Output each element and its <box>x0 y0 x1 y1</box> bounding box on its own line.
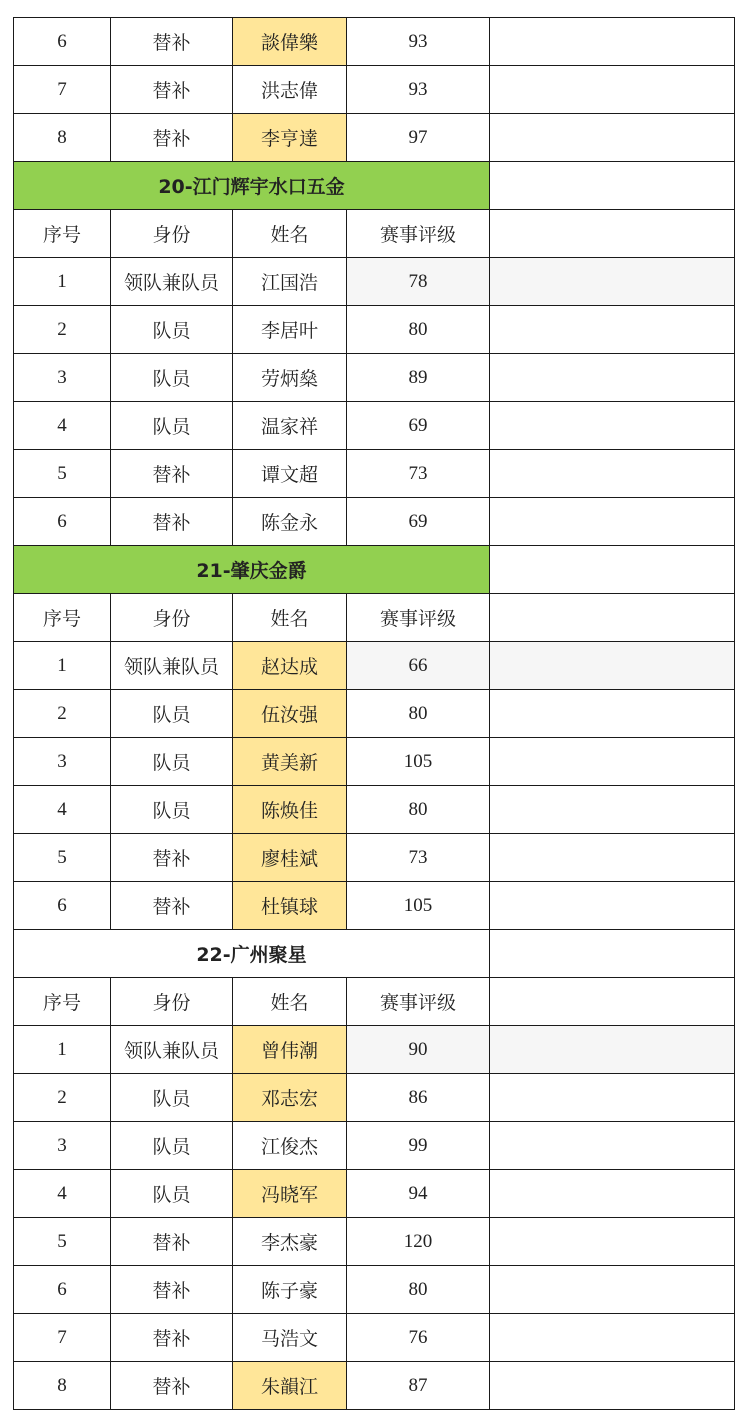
role-cell: 替补 <box>111 1218 233 1266</box>
table-row <box>14 114 735 162</box>
empty-cell <box>490 1218 735 1266</box>
rating-cell: 93 <box>347 66 490 114</box>
header-rating: 赛事评级 <box>347 210 490 258</box>
table-row <box>14 786 735 834</box>
role-cell: 替补 <box>111 450 233 498</box>
name-cell: 李杰豪 <box>233 1218 347 1266</box>
table-row <box>14 1074 735 1122</box>
empty-cell <box>490 354 735 402</box>
empty-cell <box>490 450 735 498</box>
role-cell: 队员 <box>111 306 233 354</box>
rating-cell: 66 <box>347 642 490 690</box>
empty-cell <box>490 114 735 162</box>
rating-cell: 120 <box>347 1218 490 1266</box>
empty-cell <box>490 882 735 930</box>
rating-cell: 69 <box>347 498 490 546</box>
seq-cell: 4 <box>14 786 111 834</box>
empty-cell <box>490 402 735 450</box>
role-cell: 替补 <box>111 1362 233 1410</box>
role-cell: 领队兼队员 <box>111 1026 233 1074</box>
name-cell: 伍汝强 <box>233 690 347 738</box>
role-cell: 替补 <box>111 882 233 930</box>
role-cell: 队员 <box>111 1074 233 1122</box>
table-row <box>14 1026 735 1074</box>
role-cell: 领队兼队员 <box>111 258 233 306</box>
rating-cell: 93 <box>347 18 490 66</box>
name-cell: 江国浩 <box>233 258 347 306</box>
roster-table <box>13 17 735 1410</box>
seq-cell: 4 <box>14 1170 111 1218</box>
rating-cell: 99 <box>347 1122 490 1170</box>
table-row <box>14 834 735 882</box>
name-cell: 陈金永 <box>233 498 347 546</box>
seq-cell: 6 <box>14 498 111 546</box>
rating-cell: 90 <box>347 1026 490 1074</box>
empty-cell <box>490 1074 735 1122</box>
role-cell: 队员 <box>111 690 233 738</box>
rating-cell: 89 <box>347 354 490 402</box>
seq-cell: 2 <box>14 690 111 738</box>
empty-cell <box>490 1026 735 1074</box>
name-cell: 邓志宏 <box>233 1074 347 1122</box>
table-row <box>14 66 735 114</box>
role-cell: 替补 <box>111 1266 233 1314</box>
empty-cell <box>490 738 735 786</box>
seq-cell: 8 <box>14 1362 111 1410</box>
name-cell: 冯晓军 <box>233 1170 347 1218</box>
rating-cell: 94 <box>347 1170 490 1218</box>
role-cell: 替补 <box>111 66 233 114</box>
role-cell: 替补 <box>111 114 233 162</box>
name-cell: 马浩文 <box>233 1314 347 1362</box>
table-row <box>14 498 735 546</box>
seq-cell: 4 <box>14 402 111 450</box>
empty-cell <box>490 258 735 306</box>
empty-cell <box>490 306 735 354</box>
name-cell: 劳炳燊 <box>233 354 347 402</box>
column-header-row <box>14 210 735 258</box>
header-role: 身份 <box>111 978 233 1026</box>
empty-cell <box>490 642 735 690</box>
role-cell: 领队兼队员 <box>111 642 233 690</box>
header-rating: 赛事评级 <box>347 594 490 642</box>
name-cell: 温家祥 <box>233 402 347 450</box>
empty-cell <box>490 1170 735 1218</box>
seq-cell: 2 <box>14 306 111 354</box>
name-cell: 江俊杰 <box>233 1122 347 1170</box>
column-header-row <box>14 594 735 642</box>
name-cell: 赵达成 <box>233 642 347 690</box>
rating-cell: 87 <box>347 1362 490 1410</box>
team-title: 21-肇庆金爵 <box>14 546 490 594</box>
header-seq: 序号 <box>14 594 111 642</box>
table-row <box>14 690 735 738</box>
empty-cell <box>490 66 735 114</box>
seq-cell: 1 <box>14 1026 111 1074</box>
seq-cell: 3 <box>14 1122 111 1170</box>
empty-cell <box>490 978 735 1026</box>
empty-cell <box>490 930 735 978</box>
seq-cell: 8 <box>14 114 111 162</box>
role-cell: 队员 <box>111 738 233 786</box>
name-cell: 談偉樂 <box>233 18 347 66</box>
role-cell: 队员 <box>111 1122 233 1170</box>
seq-cell: 7 <box>14 66 111 114</box>
rating-cell: 73 <box>347 450 490 498</box>
seq-cell: 3 <box>14 738 111 786</box>
seq-cell: 5 <box>14 834 111 882</box>
name-cell: 曾伟潮 <box>233 1026 347 1074</box>
rating-cell: 73 <box>347 834 490 882</box>
header-name: 姓名 <box>233 594 347 642</box>
empty-cell <box>490 834 735 882</box>
rating-cell: 69 <box>347 402 490 450</box>
empty-cell <box>490 690 735 738</box>
name-cell: 廖桂斌 <box>233 834 347 882</box>
role-cell: 替补 <box>111 18 233 66</box>
rating-cell: 97 <box>347 114 490 162</box>
table-row <box>14 738 735 786</box>
team-title: 20-江门辉宇水口五金 <box>14 162 490 210</box>
name-cell: 谭文超 <box>233 450 347 498</box>
seq-cell: 1 <box>14 642 111 690</box>
rating-cell: 105 <box>347 738 490 786</box>
rating-cell: 80 <box>347 690 490 738</box>
seq-cell: 6 <box>14 18 111 66</box>
name-cell: 陈子豪 <box>233 1266 347 1314</box>
role-cell: 队员 <box>111 1170 233 1218</box>
header-seq: 序号 <box>14 978 111 1026</box>
empty-cell <box>490 1266 735 1314</box>
name-cell: 李居叶 <box>233 306 347 354</box>
name-cell: 陈焕佳 <box>233 786 347 834</box>
empty-cell <box>490 546 735 594</box>
header-role: 身份 <box>111 210 233 258</box>
seq-cell: 2 <box>14 1074 111 1122</box>
empty-cell <box>490 18 735 66</box>
table-row <box>14 1218 735 1266</box>
name-cell: 黄美新 <box>233 738 347 786</box>
seq-cell: 6 <box>14 882 111 930</box>
name-cell: 杜镇球 <box>233 882 347 930</box>
table-row <box>14 1122 735 1170</box>
seq-cell: 6 <box>14 1266 111 1314</box>
empty-cell <box>490 498 735 546</box>
seq-cell: 5 <box>14 450 111 498</box>
empty-cell <box>490 594 735 642</box>
role-cell: 替补 <box>111 1314 233 1362</box>
table-row <box>14 1170 735 1218</box>
table-row <box>14 1362 735 1410</box>
seq-cell: 7 <box>14 1314 111 1362</box>
team-title-row <box>14 162 735 210</box>
table-row <box>14 642 735 690</box>
table-row <box>14 402 735 450</box>
header-name: 姓名 <box>233 978 347 1026</box>
column-header-row <box>14 978 735 1026</box>
rating-cell: 78 <box>347 258 490 306</box>
table-row <box>14 18 735 66</box>
table-row <box>14 306 735 354</box>
rating-cell: 76 <box>347 1314 490 1362</box>
table-row <box>14 1314 735 1362</box>
team-title-row <box>14 930 735 978</box>
name-cell: 朱韻江 <box>233 1362 347 1410</box>
rating-cell: 86 <box>347 1074 490 1122</box>
name-cell: 李亨達 <box>233 114 347 162</box>
table-row <box>14 450 735 498</box>
empty-cell <box>490 1362 735 1410</box>
rating-cell: 105 <box>347 882 490 930</box>
rating-cell: 80 <box>347 306 490 354</box>
header-seq: 序号 <box>14 210 111 258</box>
role-cell: 队员 <box>111 402 233 450</box>
role-cell: 替补 <box>111 834 233 882</box>
header-rating: 赛事评级 <box>347 978 490 1026</box>
seq-cell: 3 <box>14 354 111 402</box>
empty-cell <box>490 1122 735 1170</box>
role-cell: 队员 <box>111 354 233 402</box>
name-cell: 洪志偉 <box>233 66 347 114</box>
team-title-row <box>14 546 735 594</box>
empty-cell <box>490 210 735 258</box>
seq-cell: 1 <box>14 258 111 306</box>
header-role: 身份 <box>111 594 233 642</box>
empty-cell <box>490 786 735 834</box>
table-row <box>14 354 735 402</box>
team-title: 22-广州聚星 <box>14 930 490 978</box>
table-row <box>14 1266 735 1314</box>
rating-cell: 80 <box>347 786 490 834</box>
role-cell: 队员 <box>111 786 233 834</box>
table-row <box>14 258 735 306</box>
role-cell: 替补 <box>111 498 233 546</box>
rating-cell: 80 <box>347 1266 490 1314</box>
empty-cell <box>490 1314 735 1362</box>
table-row <box>14 882 735 930</box>
empty-cell <box>490 162 735 210</box>
seq-cell: 5 <box>14 1218 111 1266</box>
header-name: 姓名 <box>233 210 347 258</box>
